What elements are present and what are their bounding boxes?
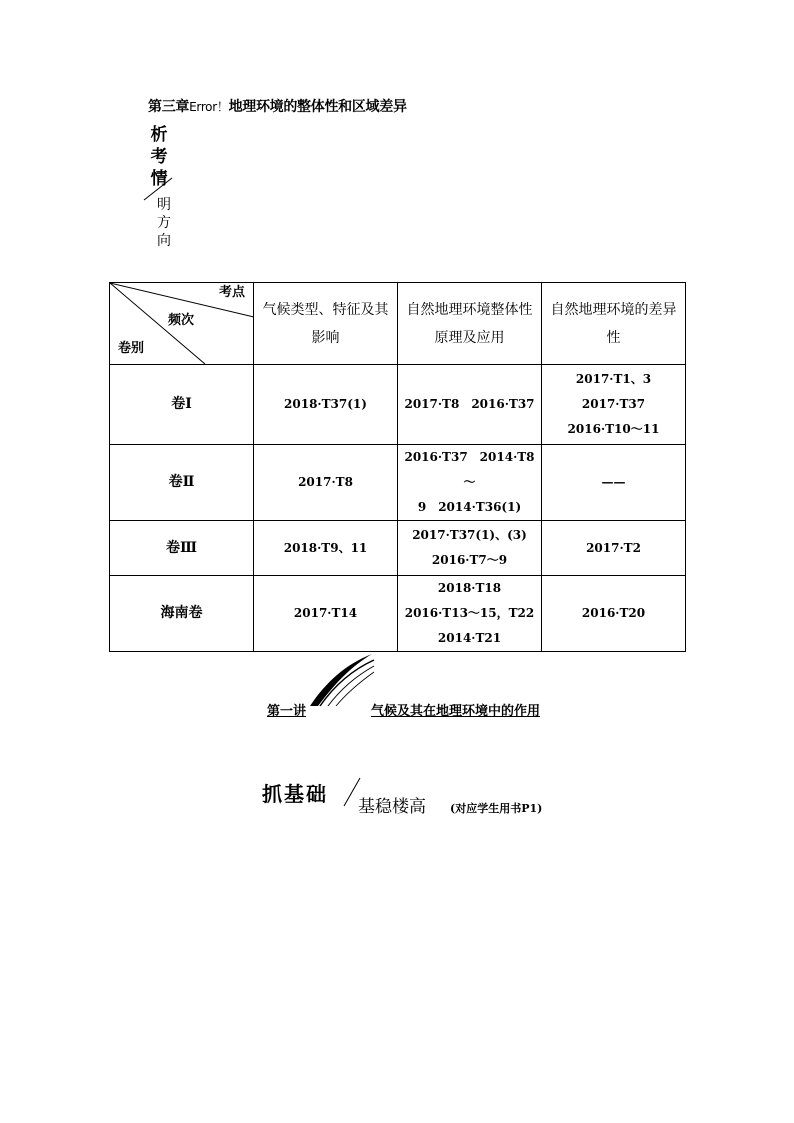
corner-label-frequency: 频次: [168, 313, 195, 328]
basics-reference: (对应学生用书P1): [450, 802, 543, 815]
corner-label-paper: 卷别: [118, 341, 145, 356]
lesson-number: 第一讲: [267, 704, 307, 719]
row-label: 卷Ⅲ: [110, 521, 254, 576]
row-label: 卷Ⅱ: [110, 445, 254, 521]
table-cell: 2017·T1、3 2017·T37 2016·T10～11: [542, 365, 686, 445]
table-cell: 2017·T8: [254, 445, 398, 521]
section-label-main: 析 考 情: [150, 125, 168, 189]
chapter-title: 第三章Error！地理环境的整体性和区域差异: [148, 99, 407, 115]
lesson-topic: 气候及其在地理环境中的作用: [371, 704, 541, 719]
exam-frequency-table: [109, 282, 686, 652]
table-cell: 2018·T37(1): [254, 365, 398, 445]
table-corner-cell: [110, 283, 254, 365]
table-cell: 2018·T18 2016·T13～15，T22 2014·T21: [398, 576, 542, 652]
basics-subheading: 基稳楼高: [358, 797, 426, 817]
table-cell: 2017·T8 2016·T37: [398, 365, 542, 445]
section-label-sub: 明 方 向: [157, 197, 171, 249]
basics-heading: 抓基础: [262, 782, 328, 806]
table-cell: 2018·T9、11: [254, 521, 398, 576]
column-header: 自然地理环境的差异性: [542, 283, 686, 365]
corner-label-topic: 考点: [218, 285, 245, 300]
row-label: 海南卷: [110, 576, 254, 652]
table-cell: 2016·T37 2014·T8～ 9 2014·T36(1): [398, 445, 542, 521]
column-header: 自然地理环境整体性原理及应用: [398, 283, 542, 365]
row-label: 卷Ⅰ: [110, 365, 254, 445]
table-cell: 2017·T14: [254, 576, 398, 652]
table-row: [110, 521, 686, 576]
table-header-row: [110, 283, 686, 365]
table-cell: 2016·T20: [542, 576, 686, 652]
column-header: 气候类型、特征及其影响: [254, 283, 398, 365]
table-row: [110, 576, 686, 652]
swoosh-decoration-icon: [308, 652, 378, 708]
table-cell: ——: [542, 445, 686, 521]
table-row: [110, 445, 686, 521]
table-cell: 2017·T37(1)、(3) 2016·T7～9: [398, 521, 542, 576]
table-cell: 2017·T2: [542, 521, 686, 576]
table-row: [110, 365, 686, 445]
